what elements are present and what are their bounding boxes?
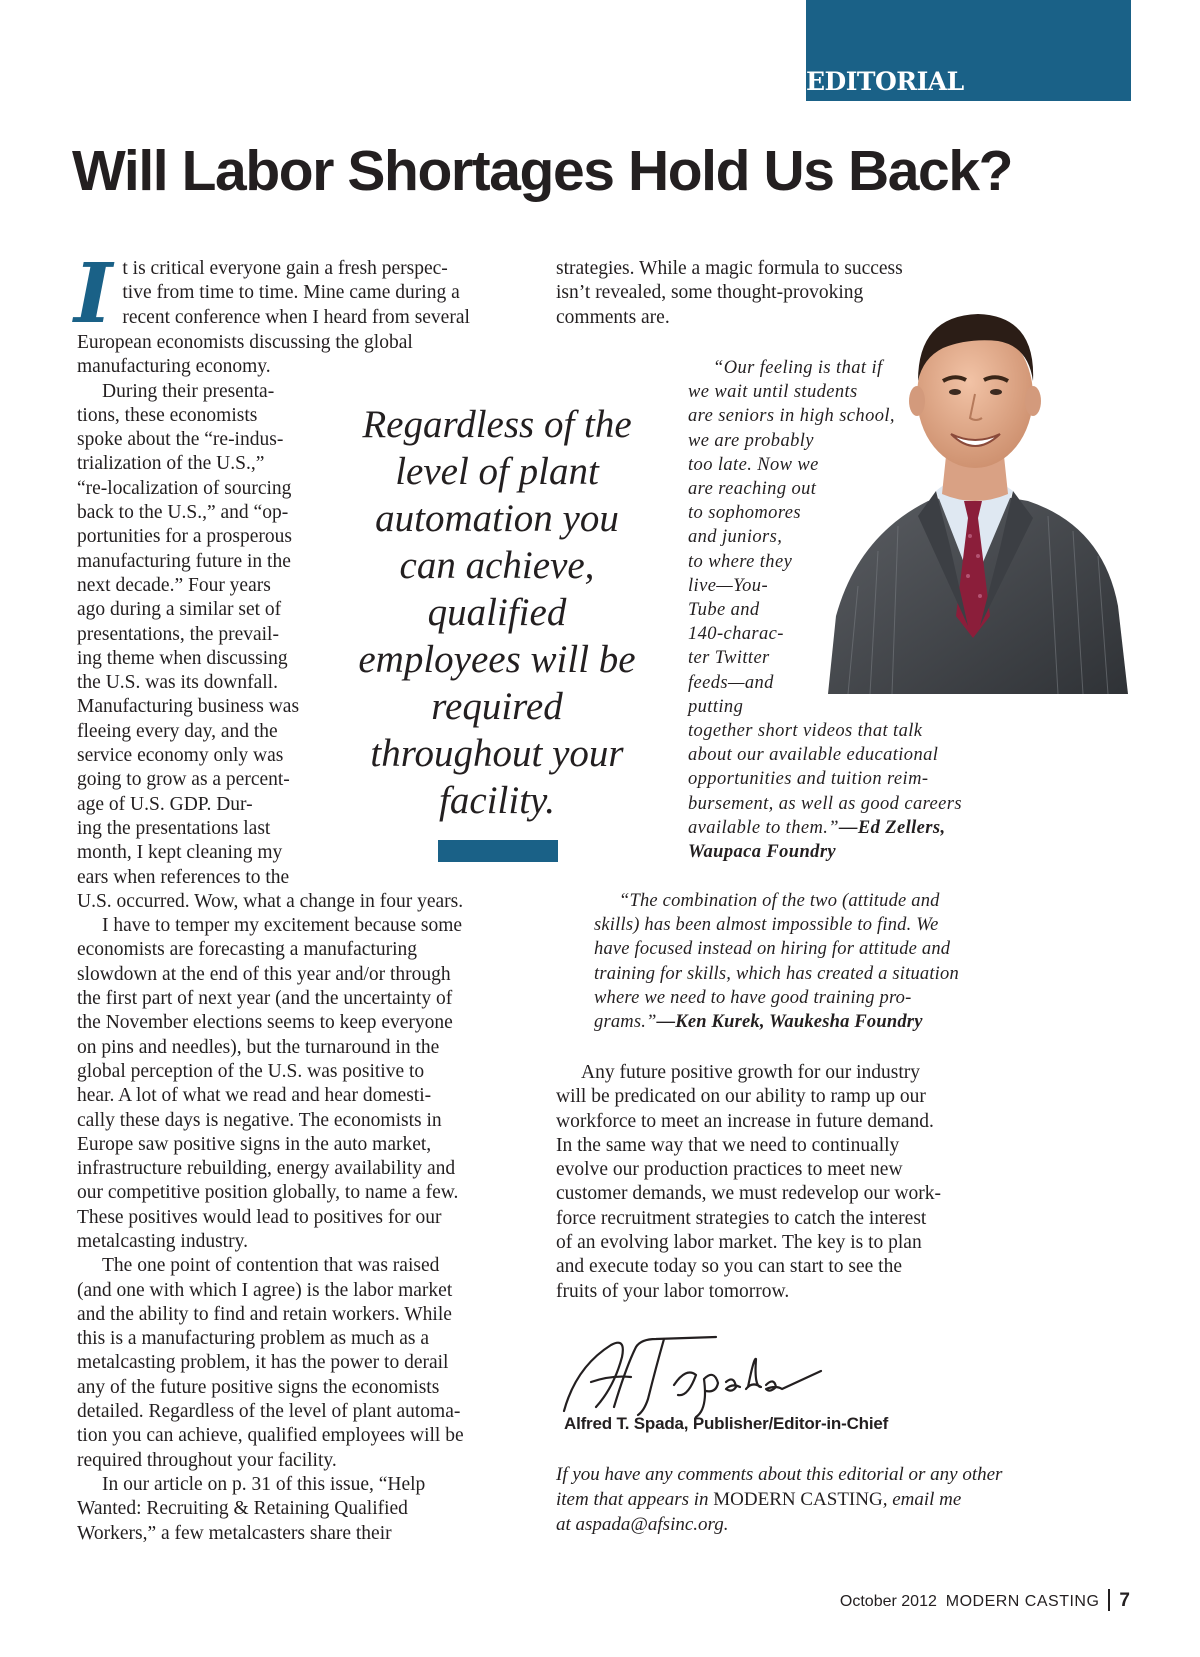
paragraph-5 <box>77 1473 497 1546</box>
quote-line: have focused instead on hiring for attitude and <box>594 939 951 960</box>
quote-line: to where they <box>688 551 793 572</box>
signature-image <box>556 1327 826 1419</box>
quote-line: are reaching out <box>688 479 817 500</box>
paragraph-3 <box>77 914 497 1254</box>
pull-quote-line: employees will be <box>358 638 636 681</box>
pull-quote-line: throughout your <box>370 732 624 775</box>
text-line: Manufacturing business was <box>77 696 300 718</box>
text-line: fruits of your labor tomorrow. <box>556 1280 790 1302</box>
text-line: back to the U.S.,” and “op- <box>77 502 289 524</box>
quote-line: “Our feeling is that if <box>713 358 883 378</box>
text-line: trialization of the U.S.,” <box>77 453 265 475</box>
text-line: “re-localization of sourcing <box>77 477 292 499</box>
headline: Will Labor Shortages Hold Us Back? <box>72 139 1013 203</box>
text-line: tions, these economists <box>77 404 258 426</box>
text-line: tion you can achieve, qualified employees will be <box>77 1425 464 1447</box>
text-line: metalcasting industry. <box>77 1230 248 1252</box>
text-line: ears when references to the <box>77 866 290 888</box>
pull-quote-line: level of plant <box>395 450 599 493</box>
quote-line: where we need to have good training pro- <box>594 987 912 1008</box>
pull-quote-line: qualified <box>427 591 567 634</box>
text-line: this is a manufacturing problem as much as a <box>77 1328 429 1350</box>
text-line: next decade.” Four years <box>77 574 271 596</box>
quote-attribution: Waupaca Foundry <box>688 842 837 863</box>
text-line: The one point of contention that was raised <box>102 1255 440 1277</box>
text-line: of an evolving labor market. The key is to plan <box>556 1232 922 1254</box>
text-line: required throughout your facility. <box>77 1449 337 1471</box>
text-line: force recruitment strategies to catch the interest <box>556 1207 927 1229</box>
quote-line: live—You- <box>688 575 769 596</box>
text-line: U.S. occurred. Wow, what a change in four years. <box>77 890 464 912</box>
quote-line: putting <box>688 696 744 717</box>
text-line: infrastructure rebuilding, energy availability and <box>77 1158 456 1180</box>
quote-line: and juniors, <box>688 527 783 548</box>
section-tab-label: EDITORIAL <box>806 67 964 96</box>
paragraph-4 <box>77 1254 497 1473</box>
text-line: comments are. <box>556 306 670 328</box>
text-line: global perception of the U.S. was positive to <box>77 1060 425 1082</box>
quote-line: ter Twitter <box>688 648 770 669</box>
text-line: service economy only was <box>77 745 284 767</box>
quote-line: skills) has been almost impossible to find. We <box>594 915 939 936</box>
quote-line: are seniors in high school, <box>688 406 895 427</box>
text-line: economists are forecasting a manufacturing <box>77 939 418 961</box>
magazine-name: MODERN CASTING <box>713 1489 883 1510</box>
text-line: In our article on p. 31 of this issue, “Help <box>102 1473 426 1495</box>
page-number: 7 <box>1119 1590 1130 1611</box>
section-tab <box>806 0 1131 101</box>
quote-line: bursement, as well as good careers <box>688 793 962 814</box>
quote-attribution: —Ed Zellers, <box>838 817 946 838</box>
quote-line: training for skills, which has created a situation <box>594 963 959 984</box>
text-line: These positives would lead to positives for our <box>77 1206 442 1228</box>
quote-line: Tube and <box>688 600 760 621</box>
quote-attribution: —Ken Kurek, Waukesha Foundry <box>656 1012 923 1033</box>
text-line: the first part of next year (and the uncertainty of <box>77 988 453 1010</box>
text-line: spoke about the “re-indus- <box>77 429 284 451</box>
text-line: Any future positive growth for our industry <box>581 1062 921 1083</box>
text-line: fleeing every day, and the <box>77 720 278 742</box>
email-link[interactable]: at aspada@afsinc.org. <box>556 1514 729 1535</box>
quote-line: feeds—and <box>688 672 774 693</box>
quote-ed-zellers <box>688 356 962 864</box>
quote-line: too late. Now we <box>688 454 819 475</box>
drop-cap: I <box>74 246 113 342</box>
text-line: detailed. Regardless of the level of plant automa- <box>77 1401 461 1423</box>
closing-paragraph <box>556 1061 986 1304</box>
quote-line: available to them.”—Ed Zellers, <box>688 817 946 838</box>
text-line: any of the future positive signs the economists <box>77 1376 440 1398</box>
quote-line: together short videos that talk <box>688 721 923 742</box>
pull-quote-line: Regardless of the <box>362 403 632 446</box>
text-line: month, I kept cleaning my <box>77 842 283 864</box>
quote-line: to sophomores <box>688 503 801 524</box>
issue-date: October 2012 <box>839 1593 937 1610</box>
quote-line: “The combination of the two (attitude and <box>619 891 940 911</box>
signature-caption: Alfred T. Spada, Publisher/Editor-in-Chief <box>564 1414 889 1433</box>
paragraph-1-lines: t is critical everyone gain a fresh perspec- tive from time to time. Mine came during a recent conference when I heard from several <box>122 258 470 328</box>
pull-quote-bar <box>438 840 558 862</box>
text-line: workforce to meet an increase in future demand. <box>556 1110 934 1132</box>
pull-quote-line: facility. <box>439 779 555 822</box>
quote-line: grams.”—Ken Kurek, Waukesha Foundry <box>594 1012 923 1033</box>
pull-quote-line: required <box>431 685 563 728</box>
text-line: our competitive position globally, to name a few. <box>77 1182 459 1204</box>
text-line: and the ability to find and retain workers. While <box>77 1303 452 1325</box>
pull-quote <box>345 401 649 824</box>
text-line: customer demands, we must redevelop our work- <box>556 1183 942 1205</box>
text-line: ing the presentations last <box>77 817 271 839</box>
text-line: going to grow as a percent- <box>77 769 290 791</box>
text-line: on pins and needles), but the turnaround in the <box>77 1036 440 1058</box>
text-line: isn’t revealed, some thought-provoking <box>556 282 864 304</box>
text-line: strategies. While a magic formula to success <box>556 258 903 279</box>
text-line: During their presenta- <box>102 380 275 402</box>
text-line: I have to temper my excitement because some <box>102 915 463 937</box>
text-line: ing theme when discussing <box>77 647 288 669</box>
text-line: metalcasting problem, it has the power to derail <box>77 1352 449 1374</box>
text-line: cally these days is negative. The economists in <box>77 1109 442 1131</box>
quote-line: 140-charac- <box>688 624 784 645</box>
quote-line: we are probably <box>688 430 814 451</box>
text-line: hear. A lot of what we read and hear domesti- <box>77 1085 432 1107</box>
text-line: Wanted: Recruiting & Retaining Qualified <box>77 1498 408 1520</box>
text-line: and execute today so you can start to see the <box>556 1256 903 1278</box>
text-line: the November elections seems to keep everyone <box>77 1012 453 1034</box>
text-line: will be predicated on our ability to ramp up our <box>556 1086 926 1108</box>
text-line: slowdown at the end of this year and/or through <box>77 963 451 985</box>
quote-line: we wait until students <box>688 382 858 403</box>
text-line: Europe saw positive signs in the auto market, <box>77 1133 432 1155</box>
paragraph-1: I t is critical everyone gain a fresh perspec- tive from time to time. Mine came during a recent conference when I heard from several European economists discussing the global manufacturing economy. <box>77 257 497 380</box>
text-line: portunities for a prosperous <box>77 526 292 548</box>
quote-ken-kurek <box>594 889 994 1034</box>
text-line: presentations, the prevail- <box>77 623 279 645</box>
text-line: evolve our production practices to meet new <box>556 1159 903 1181</box>
page-footer <box>840 1589 1130 1612</box>
text-line: (and one with which I agree) is the labor market <box>77 1279 453 1301</box>
comments-note: If you have any comments about this editorial or any other item that appears in MODERN CASTING, email me at aspada@afsinc.org. <box>556 1462 1026 1537</box>
text-line: Workers,” a few metalcasters share their <box>77 1522 392 1544</box>
footer-divider <box>1108 1589 1110 1611</box>
text-line: ago during a similar set of <box>77 599 282 621</box>
text-line: age of U.S. GDP. Dur- <box>77 793 253 815</box>
text-line: In the same way that we need to continually <box>556 1134 900 1156</box>
pull-quote-line: automation you <box>375 497 619 540</box>
quote-line: opportunities and tuition reim- <box>688 769 929 790</box>
magazine-title: MODERN CASTING <box>945 1593 1100 1610</box>
text-line: the U.S. was its downfall. <box>77 672 278 694</box>
text-line: manufacturing future in the <box>77 550 291 572</box>
pull-quote-line: can achieve, <box>399 544 595 587</box>
quote-line: about our available educational <box>688 745 939 766</box>
